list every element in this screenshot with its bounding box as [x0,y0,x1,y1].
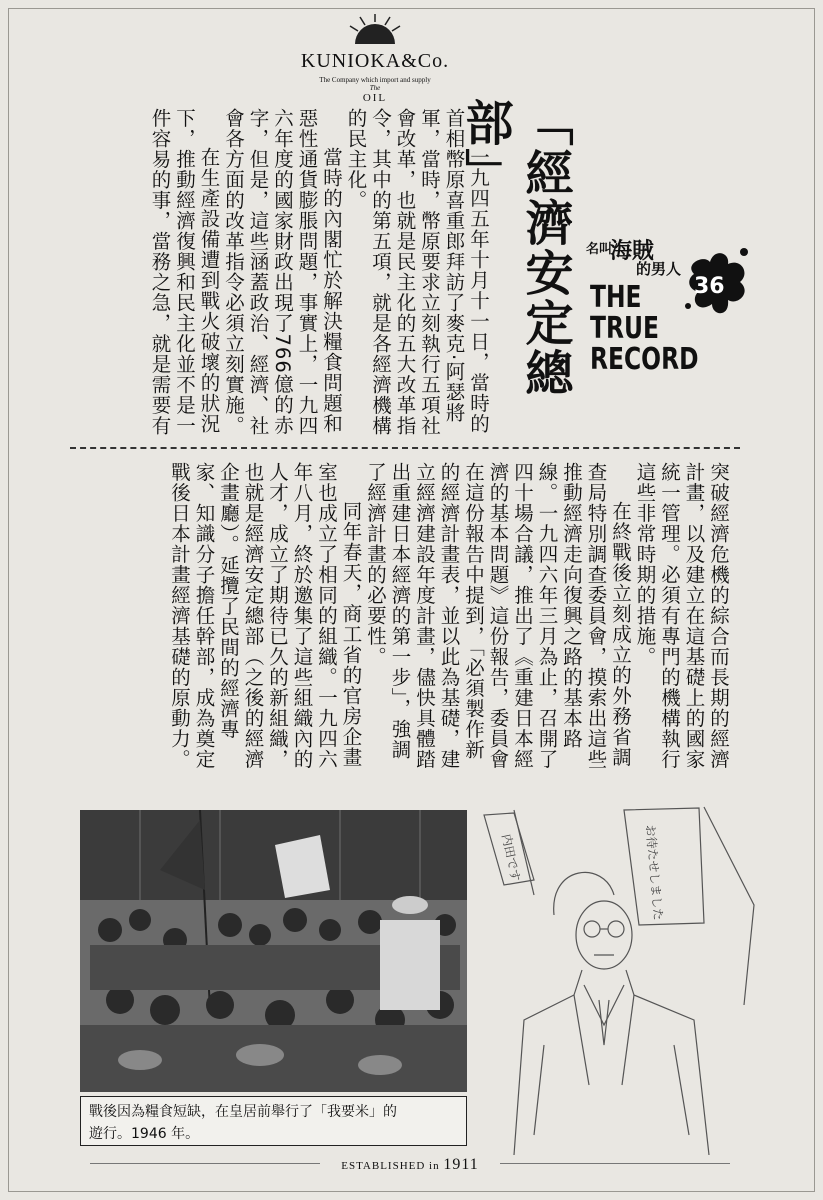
paragraph: 當時的內閣忙於解決糧食問題和惡性通貨膨脹問題，事實上，一九四六年度的國家財政出現了766億的赤字，但是，這些涵蓋政治、經濟、社會各方面的改革指令必須立刻實施。 [222,108,343,436]
article-top-text [70,108,490,438]
series-name-man: 的男人 [636,260,682,278]
photo-caption-line: 遊行。1946 年。 [89,1126,200,1142]
brand-oil: OIL [362,92,388,104]
article-title: 「經濟安定總部」 [457,98,573,398]
paragraph: 在終戰後立刻成立的外務省調查局特別調查委員會，摸索出這些推動經濟走向復興之路的基本路線。一九四六年三月為止，召開了四十場合議，推出了《重建日本經濟的基本問題》這份報告，委員會在這份報告中提到，「必須製作新的經濟計畫表，並以此為基礎，建立經濟建設年度計畫，儘快具體踏出重建日本經濟的第一步」，強調了經濟計畫的必要性。 [364,462,632,770]
footer-year: 1911 [443,1156,479,1173]
sun-emblem-icon [345,14,405,44]
series-name-prefix: 名叫 [586,242,613,257]
photo-caption-line: 戰後因為糧食短缺，在皇居前舉行了「我要米」的 [89,1104,397,1120]
series-logo [586,238,746,388]
footer-established-label: ESTABLISHED in [341,1160,440,1172]
brand-the: The [369,84,381,92]
article-bottom-text [70,462,730,772]
character-sketch [474,805,774,1155]
brand-tagline: The Company which import and supply [319,76,431,84]
kunioka-logo [300,14,450,109]
paragraph: 在生產設備遭到戰火破壞的狀況下，推動經濟復興和民主化並不是一件容易的事，當務之急，就是需要有 [148,108,221,436]
series-true-record: THE TRUE RECORD [590,280,699,377]
paragraph: 一九四五年十月十一日，當時的首相幣原喜重郎拜訪了麥克·阿瑟將軍，當時，幣原要求立刻執行五項社會改革，也就是民主化的五大改革指令，其中的第五項，就是各經濟機構的民主化。 [344,108,490,436]
paragraph: 突破經濟危機的綜合而長期的經濟計畫，以及建立在這基礎上的國家統一管理。必須有專門的機構執行這些非常時期的措施。 [633,462,730,770]
brand-name: KUNIOKA&Co. [300,50,450,72]
rice-demonstration-photo [80,810,467,1092]
paragraph: 同年春天，商工省的官房企畫室也成立了相同的組織。一九四六年八月，終於邀集了這些組織內的人才，成立了期待已久的新組織，也就是經濟安定總部（之後的經濟企畫廳）。延攬了民間的經濟專家、知識分子擔任幹部，成為奠定戰後日本計畫經濟基礎的原動力。 [168,462,363,770]
section-divider [70,447,740,449]
footer-established [320,1156,500,1174]
series-number: 36 [694,274,725,299]
sketch-bubble-left: 内田です [499,832,523,883]
sketch-bubble-right: お待たせしました [643,824,666,921]
photo-caption [80,1096,467,1146]
series-name-pirate: 海賊 [610,238,655,264]
